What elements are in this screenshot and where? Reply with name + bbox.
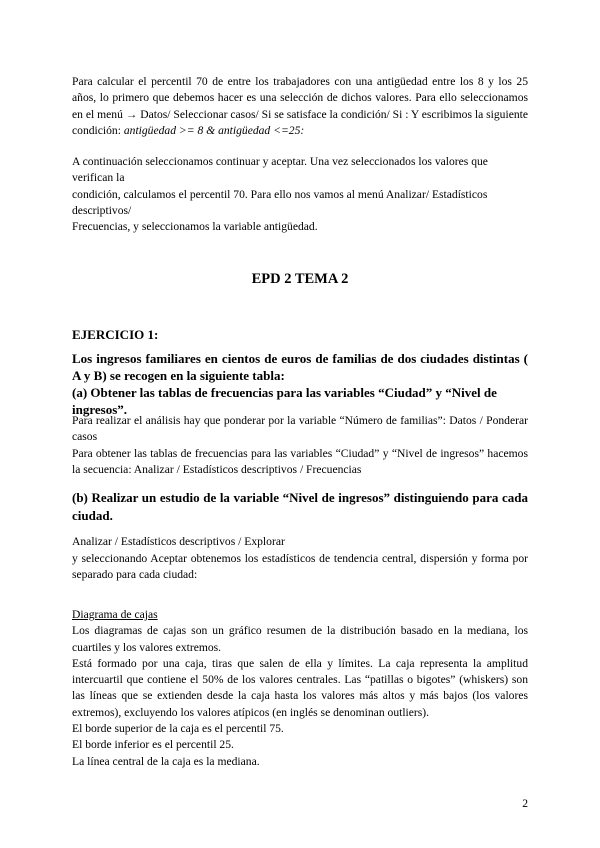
intro-text: Para calcular el percentil 70 de entre los trabajadores con una antigüedad entre los 8 y los 25 años, lo primero que debemos hacer es una selección de dichos valores. Para ello seleccionamos en el menú → Datos/ Seleccionar casos/ Si se satisface la condición/ Si : Y escribimos la siguiente condición: bbox=[72, 75, 529, 137]
part-a-question: (a) Obtener las tablas de frecuencias para las variables “Ciudad” y “Nivel de ingresos”. bbox=[72, 385, 497, 417]
part-a-answer-2: Para obtener las tablas de frecuencias para las variables “Ciudad” y “Nivel de ingresos” hacemos la secuencia: Analizar / Estadísticos descriptivos / Frecuencias bbox=[72, 447, 528, 477]
section-title: EPD 2 TEMA 2 bbox=[251, 271, 349, 287]
boxplot-line: El borde superior de la caja es el percentil 75. bbox=[72, 722, 284, 736]
part-b-answer: y seleccionando Aceptar obtenemos los estadísticos de tendencia central, dispersión y forma por separado para cada ciudad: bbox=[72, 552, 528, 582]
part-b-question: (b) Realizar un estudio de la variable “Nivel de ingresos” distinguiendo para cada ciudad. bbox=[72, 490, 528, 523]
condition-text: antigüedad >= 8 & antigüedad <=25: bbox=[123, 123, 305, 137]
boxplot-line: El borde inferior es el percentil 25. bbox=[72, 738, 234, 752]
intro-line: A continuación seleccionamos continuar y aceptar. Una vez seleccionados los valores que verifican la bbox=[72, 155, 488, 185]
page-number: 2 bbox=[522, 797, 528, 810]
exercise-label: EJERCICIO 1: bbox=[72, 327, 159, 342]
boxplot-section bbox=[72, 607, 528, 770]
boxplot-line: Está formado por una caja, tiras que salen de ella y límites. La caja representa la amplitud intercuartil que contiene el 50% de los valores centrales. Las “patillas o bigotes” (whiskers) son las líneas que se extienden desde la caja hasta los valores más altos y más bajos (los valores extremos), excluyendo los valores atípicos (en inglés se denominan outliers). bbox=[72, 656, 528, 719]
boxplot-heading: Diagrama de cajas bbox=[72, 608, 158, 621]
part-a-answer-1: Para realizar el análisis hay que ponderar por la variable “Número de familias”: Datos / Ponderar casos bbox=[72, 414, 528, 444]
intro-line: Frecuencias, y seleccionamos la variable antigüedad. bbox=[72, 220, 318, 234]
boxplot-line: Los diagramas de cajas son un gráfico resumen de la distribución basado en la mediana, los cuartiles y los valores extremos. bbox=[72, 624, 528, 654]
part-b-menu: Analizar / Estadísticos descriptivos / Explorar bbox=[72, 535, 285, 548]
intro-line: condición, calculamos el percentil 70. Para ello nos vamos al menú Analizar/ Estadísticos descriptivos/ bbox=[72, 187, 488, 217]
intro-paragraph-2 bbox=[72, 154, 528, 235]
boxplot-line: La línea central de la caja es la mediana. bbox=[72, 754, 260, 768]
intro-paragraph-1 bbox=[72, 74, 528, 139]
exercise-statement: Los ingresos familiares en cientos de euros de familias de dos ciudades distintas ( A y B) se recogen en la siguiente tabla: bbox=[72, 351, 528, 383]
